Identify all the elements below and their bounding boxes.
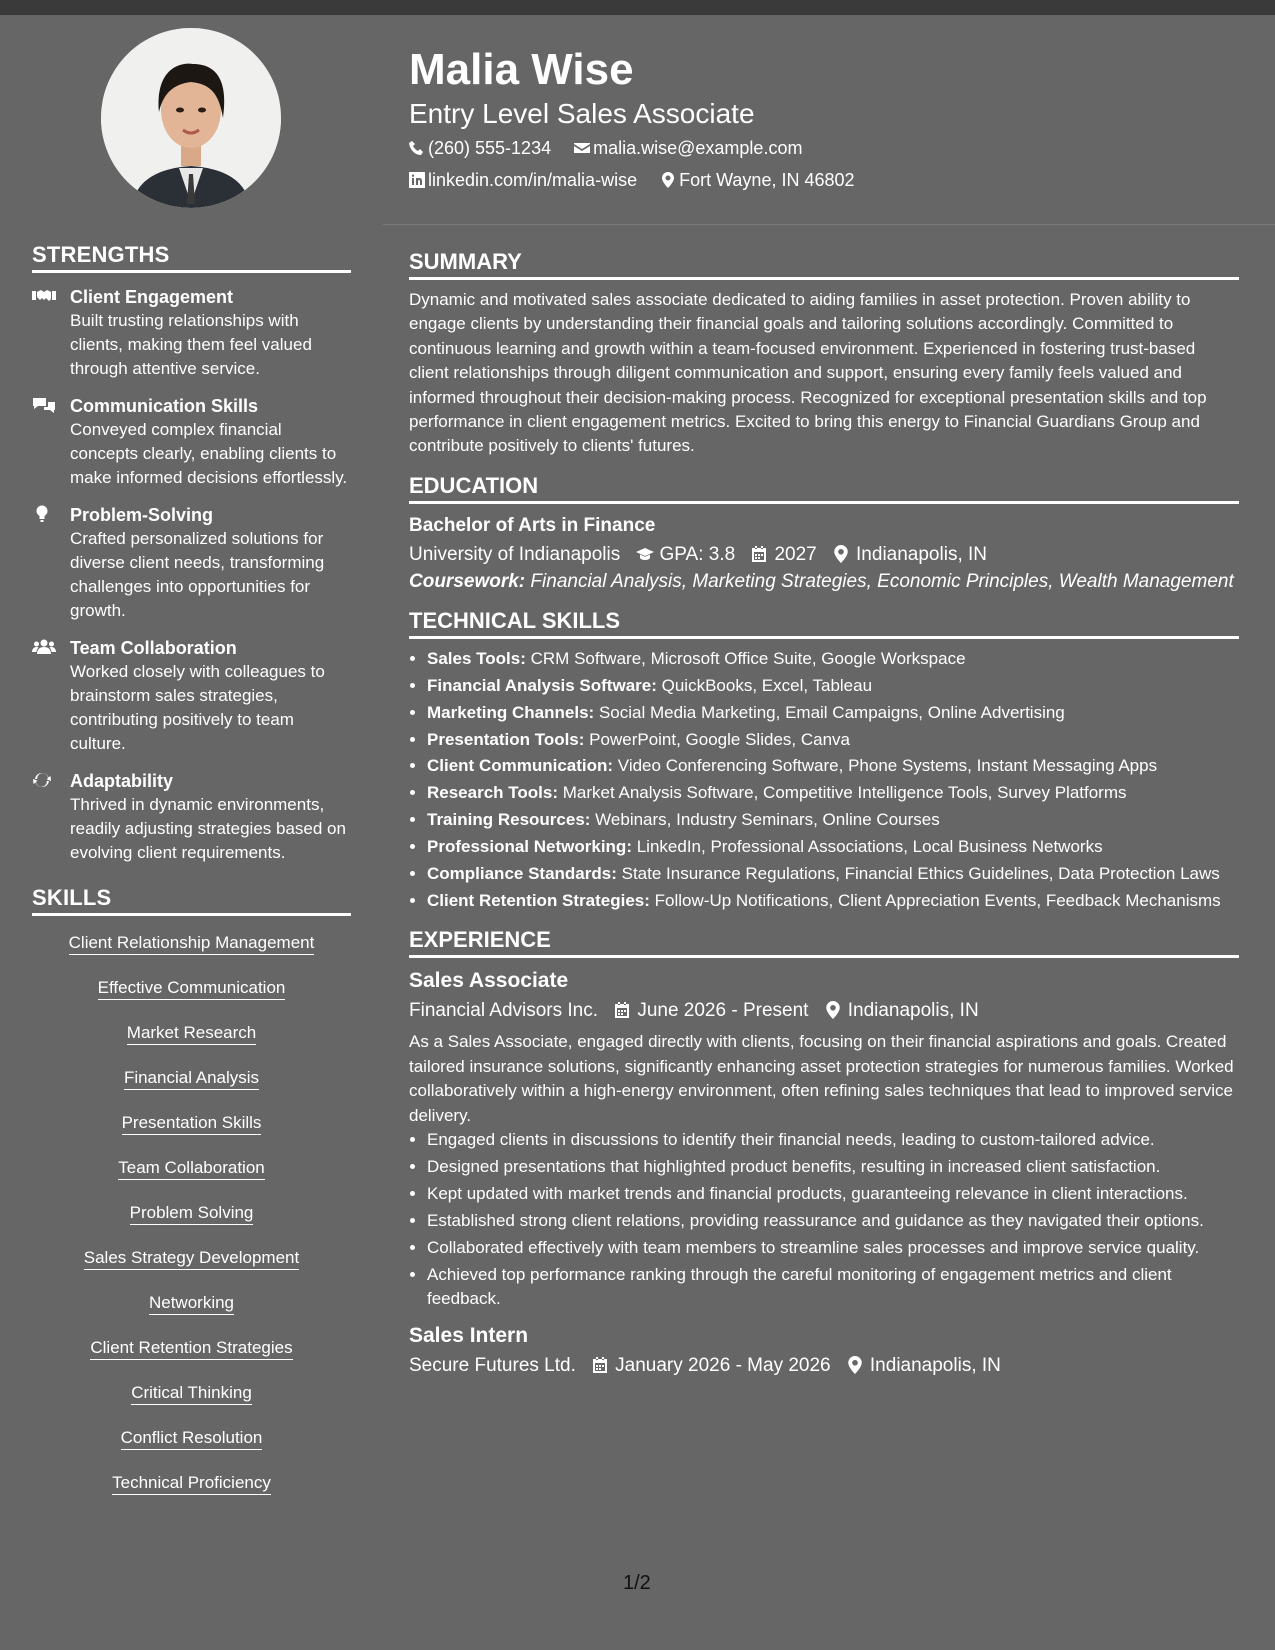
job-meta: [409, 996, 1239, 1026]
coursework: [409, 570, 1239, 594]
strength-item: [32, 636, 351, 756]
strength-desc: Crafted personalized solutions for diverse client needs, transforming challenges into opportunities for growth.: [70, 529, 325, 620]
skill-item: Sales Strategy Development: [84, 1247, 299, 1270]
summary-heading: SUMMARY: [409, 249, 1239, 280]
list-item: • Kept updated with market trends and financial products, guaranteeing relevance in client interactions.: [427, 1182, 1239, 1206]
skill-item: Problem Solving: [130, 1202, 254, 1225]
job-location: Indianapolis, IN: [847, 1000, 979, 1022]
strength-item: [32, 503, 351, 623]
education-heading: EDUCATION: [409, 473, 1239, 504]
graduation-cap-icon: [636, 545, 654, 563]
list-item: • Established strong client relations, providing reassurance and guidance as they navigated their options.: [427, 1209, 1239, 1233]
strength-desc: Worked closely with colleagues to brainstorm sales strategies, contributing positively to team culture.: [70, 662, 325, 753]
coursework-label: Coursework:: [409, 570, 526, 592]
job-location: Indianapolis, IN: [869, 1355, 1001, 1377]
company: Secure Futures Ltd.: [409, 1355, 576, 1377]
list-item: • Achieved top performance ranking through the careful monitoring of engagement metrics and client feedback.: [427, 1263, 1239, 1312]
phone-icon: [409, 140, 425, 156]
location: Fort Wayne, IN 46802: [660, 170, 854, 190]
strength-desc: Conveyed complex financial concepts clearly, enabling clients to make informed decisions effortlessly.: [70, 420, 348, 487]
list-item: • Professional Networking: LinkedIn, Professional Associations, Local Business Networks: [427, 835, 1239, 859]
map-pin-icon: [832, 545, 850, 563]
job-bullets: [409, 1128, 1239, 1311]
strength-title: Client Engagement: [70, 287, 234, 307]
phone: (260) 555-1234: [409, 138, 556, 158]
envelope-icon: [574, 140, 590, 156]
education-meta: [409, 540, 1239, 570]
candidate-name: Malia Wise: [409, 45, 634, 94]
calendar-icon: [750, 545, 768, 563]
list-item: • Presentation Tools: PowerPoint, Google Slides, Canva: [427, 728, 1239, 752]
strength-title: Problem-Solving: [70, 505, 214, 525]
linkedin[interactable]: linkedin.com/in/malia-wise: [409, 170, 642, 190]
graduation-year: 2027: [774, 543, 817, 565]
skill-item: Market Research: [127, 1022, 256, 1045]
skill-item: Critical Thinking: [131, 1382, 252, 1405]
job-summary: As a Sales Associate, engaged directly with clients, focusing on their financial aspirations and goals. Created tailored insurance solutions, significantly enhancing asset protection strategies for numerous families. Worked collaboratively within a high-energy environment, often refining sales techniques that lead to improved service delivery.: [409, 1032, 1234, 1125]
strength-title: Adaptability: [70, 771, 174, 791]
calendar-icon: [591, 1356, 609, 1374]
strength-desc: Thrived in dynamic environments, readily adjusting strategies based on evolving client requirements.: [70, 795, 346, 862]
sidebar: [32, 28, 351, 1517]
company: Financial Advisors Inc.: [409, 1000, 599, 1022]
map-pin-icon: [824, 1001, 842, 1019]
skill-item: Presentation Skills: [122, 1112, 262, 1135]
email[interactable]: malia.wise@example.com: [574, 138, 802, 158]
strength-item: [32, 394, 351, 490]
list-item: • Engaged clients in discussions to identify their financial needs, leading to custom-tailored advice.: [427, 1128, 1239, 1152]
technical-skills-list: [409, 647, 1239, 914]
lightbulb-icon: [32, 503, 70, 623]
school-location: Indianapolis, IN: [856, 543, 987, 565]
skill-item: Networking: [149, 1292, 234, 1315]
skill-item: Client Retention Strategies: [90, 1337, 292, 1360]
strength-title: Team Collaboration: [70, 638, 237, 658]
job-meta: [409, 1351, 1239, 1381]
list-item: • Sales Tools: CRM Software, Microsoft Office Suite, Google Workspace: [427, 647, 1239, 671]
summary-text: Dynamic and motivated sales associate dedicated to aiding families in asset protection. Proven ability to engage clients by understanding their financial goals and tailoring solutions accordingly. Committed to continuous learning and growth within a team-focused environment. Experienced in fostering trust-based client relationships through diligent communication and support, ensuring every family feels valued and informed throughout their decision-making process. Recognized for exceptional presentation skills and top performance in client engagement metrics. Excited to bring this energy to Financial Guardians Group and contribute positively to clients' futures.: [409, 290, 1207, 456]
skill-item: Client Relationship Management: [69, 932, 315, 955]
job-dates: January 2026 - May 2026: [615, 1355, 831, 1377]
list-item: • Research Tools: Market Analysis Software, Competitive Intelligence Tools, Survey Platforms: [427, 781, 1239, 805]
list-item: • Collaborated effectively with team members to streamline sales processes and improve service quality.: [427, 1236, 1239, 1260]
list-item: • Client Communication: Video Conferencing Software, Phone Systems, Instant Messaging Apps: [427, 754, 1239, 778]
gpa: GPA: 3.8: [659, 543, 736, 565]
list-item: • Marketing Channels: Social Media Marketing, Email Campaigns, Online Advertising: [427, 701, 1239, 725]
map-pin-icon: [660, 172, 676, 188]
strengths-heading: STRENGTHS: [32, 242, 351, 273]
coursework-list: Financial Analysis, Marketing Strategies, Economic Principles, Wealth Management: [530, 570, 1234, 592]
list-item: • Training Resources: Webinars, Industry Seminars, Online Courses: [427, 808, 1239, 832]
job-title: Sales Associate: [409, 969, 569, 993]
list-item: • Designed presentations that highlighted product benefits, resulting in increased client satisfaction.: [427, 1155, 1239, 1179]
strength-item: [32, 769, 351, 865]
skills-list: [32, 932, 351, 1517]
strengths-list: [32, 285, 351, 865]
job-dates: June 2026 - Present: [637, 1000, 809, 1022]
handshake-icon: [32, 285, 70, 381]
technical-skills-heading: TECHNICAL SKILLS: [409, 608, 1239, 639]
sync-icon: [32, 769, 70, 865]
linkedin-icon: [409, 172, 425, 188]
strength-title: Communication Skills: [70, 396, 259, 416]
top-bar: [0, 0, 1275, 15]
list-item: • Client Retention Strategies: Follow-Up Notifications, Client Appreciation Events, Feedback Mechanisms: [427, 889, 1239, 913]
main-content: [409, 44, 1239, 1381]
job-title: Sales Intern: [409, 1324, 529, 1348]
page-number: 1/2: [623, 1572, 651, 1594]
skill-item: Effective Communication: [98, 977, 286, 1000]
profile-photo: [101, 28, 281, 208]
list-item: • Compliance Standards: State Insurance Regulations, Financial Ethics Guidelines, Data Protection Laws: [427, 862, 1239, 886]
users-icon: [32, 636, 70, 756]
list-item: • Financial Analysis Software: QuickBooks, Excel, Tableau: [427, 674, 1239, 698]
skill-item: Financial Analysis: [124, 1067, 259, 1090]
skill-item: Conflict Resolution: [121, 1427, 263, 1450]
chat-bubbles-icon: [32, 394, 70, 490]
candidate-title: Entry Level Sales Associate: [409, 98, 755, 129]
skill-item: Technical Proficiency: [112, 1472, 271, 1495]
strength-desc: Built trusting relationships with clients, making them feel valued through attentive service.: [70, 311, 312, 378]
map-pin-icon: [846, 1356, 864, 1374]
strength-item: [32, 285, 351, 381]
skill-item: Team Collaboration: [118, 1157, 264, 1180]
skills-heading: SKILLS: [32, 885, 351, 916]
calendar-icon: [613, 1001, 631, 1019]
experience-heading: EXPERIENCE: [409, 927, 1239, 958]
contact-info: [409, 132, 1239, 196]
degree: Bachelor of Arts in Finance: [409, 514, 656, 536]
school: University of Indianapolis: [409, 543, 621, 565]
